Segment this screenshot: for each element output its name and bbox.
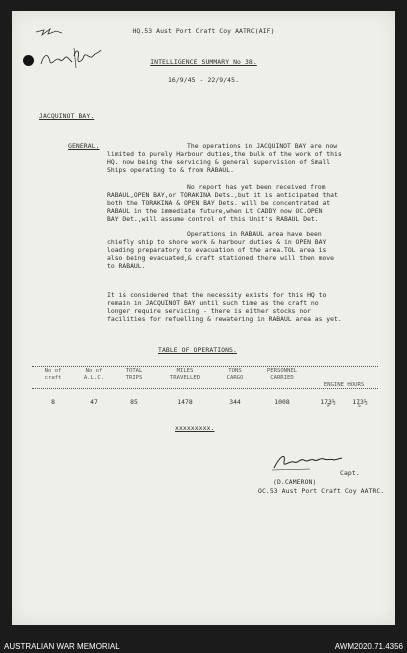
- text-line: limited to purely Harbour duties,the bulk of the work of this: [107, 150, 342, 159]
- text-line: No report has yet been received from: [187, 183, 326, 191]
- header-line: craft: [44, 375, 62, 381]
- table-cell: 173½: [320, 398, 336, 406]
- paragraph-1: [107, 142, 342, 174]
- text-line: RABAUL in the immediate future,when Lt CADDY now OC.OPEN: [107, 207, 323, 216]
- column-header: [34, 368, 72, 382]
- paragraph-2: [107, 183, 338, 223]
- archive-footer: [0, 640, 407, 653]
- header-line: MILES: [176, 368, 194, 374]
- table-cell: 1008: [274, 398, 290, 406]
- header-line: TOTAL: [125, 368, 143, 374]
- header-line: CARRIED: [270, 375, 294, 381]
- text-line: facilities for refuelling & rewatering in RABAUL area as yet.: [107, 315, 342, 324]
- header-line: CARGO: [226, 375, 244, 381]
- accession-number: AWM2020.71.4356: [334, 642, 403, 651]
- table-cell: 1478: [177, 398, 193, 406]
- text-line: It is considered that the necessity exists for this HQ to: [107, 291, 327, 299]
- table-title: TABLE OF OPERATIONS.: [158, 346, 237, 354]
- handwritten-signature: [270, 450, 346, 472]
- paragraph-4: [107, 291, 342, 323]
- column-header: [156, 368, 214, 382]
- column-header: [216, 368, 254, 382]
- text-line: Ships operating to & from RABAUL.: [107, 166, 234, 175]
- location-heading: JACQUINOT BAY.: [39, 112, 95, 120]
- text-line: to RABAUL.: [107, 262, 146, 271]
- text-line: BAY Det.,will assume control of this Unit's RABAUL Det.: [107, 215, 319, 224]
- column-header: [114, 368, 154, 382]
- text-line: The operations in JACQUINOT BAY are now: [187, 142, 338, 150]
- table-cell: 8: [51, 398, 55, 406]
- text-line: both the TORAKINA & OPEN BAY Dets. will be concentrated at: [107, 199, 331, 208]
- header-line: ENGINE HOURS: [323, 382, 365, 388]
- text-line: chiefly ship to shore work & harbour duties & in OPEN BAY: [107, 238, 327, 247]
- signatory-position: OC.53 Aust Port Craft Coy AATRC.: [258, 487, 385, 495]
- header-line: TRIPS: [125, 375, 143, 381]
- header-line: TONS: [228, 368, 242, 374]
- separator-line: xxxxxxxxx.: [175, 424, 215, 432]
- text-line: also being evacuated,& craft stationed there will then move: [107, 254, 335, 263]
- table-cell: 85: [130, 398, 138, 406]
- header-line: TRAVELLED: [169, 375, 201, 381]
- header-line: No of: [85, 368, 103, 374]
- signatory-name: (D.CAMERON): [273, 478, 317, 486]
- unit-heading: HQ.53 Aust Port Craft Coy AATRC(AIF): [132, 27, 275, 35]
- text-line: RABAUL,OPEN BAY,or TORAKINA Dets.,but it is anticipated that: [107, 191, 338, 200]
- table-cell: 47: [90, 398, 98, 406]
- document-title: INTELLIGENCE SUMMARY No 38.: [150, 58, 257, 66]
- column-header: [256, 368, 308, 382]
- archive-name: AUSTRALIAN WAR MEMORIAL: [4, 642, 120, 651]
- date-range: 16/9/45 - 22/9/45.: [167, 76, 240, 84]
- column-header: [310, 368, 378, 417]
- table-cell: 344: [229, 398, 241, 406]
- text-line: longer require servicing - there is either stocks nor: [107, 307, 311, 316]
- general-heading: GENERAL.: [68, 142, 100, 150]
- signatory-rank: Capt.: [340, 469, 360, 477]
- text-line: loading preparatory to evacuation of the area.TOL area is: [107, 246, 327, 255]
- header-line: A.L.C.: [83, 375, 105, 381]
- header-line: PERSONNEL: [266, 368, 298, 374]
- text-line: remain in JACQUINOT BAY until such time as the craft no: [107, 299, 319, 308]
- table-cell: 173½: [352, 398, 368, 406]
- column-header: [76, 368, 112, 382]
- text-line: Operations in RABAUL area have been: [187, 230, 322, 238]
- text-line: HQ. now being the servicing & general supervision of Small: [107, 158, 331, 167]
- paragraph-3: [107, 230, 334, 270]
- header-line: P S: [327, 403, 361, 409]
- header-line: No of: [44, 368, 62, 374]
